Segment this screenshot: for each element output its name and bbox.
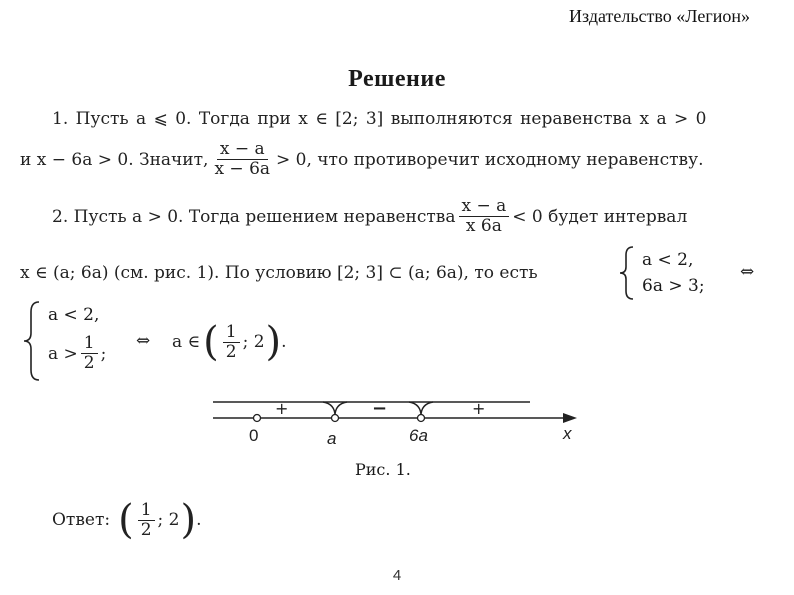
system2-row2-den: 2 xyxy=(83,353,95,373)
sign-plus-left: + xyxy=(275,399,289,418)
system2-result-post: ; 2 xyxy=(242,332,265,352)
system2-result xyxy=(172,319,287,365)
tick-label-a: a xyxy=(327,429,337,448)
point-a xyxy=(332,415,339,422)
answer-post: ; 2 xyxy=(157,510,180,530)
point-6a xyxy=(418,415,425,422)
system2-result-num: 1 xyxy=(223,323,240,343)
para2-line1 xyxy=(52,197,687,236)
system2-row2-pre: a > xyxy=(48,343,78,364)
answer-label: Ответ: xyxy=(52,510,111,530)
answer-close-paren: ) xyxy=(180,497,197,543)
system2-row2-post: ; xyxy=(100,343,107,364)
para1-fraction xyxy=(211,140,273,179)
system2-equiv: ⇔ xyxy=(136,331,151,351)
arc-a-left xyxy=(323,402,335,416)
para2-line2: x ∈ (a; 6a) (см. рис. 1). По условию [2; 3] ⊂ (a; 6a), то есть xyxy=(20,263,538,283)
answer-end: . xyxy=(196,510,202,530)
axis-label-x: x xyxy=(563,424,572,443)
arc-6a-left xyxy=(409,402,421,416)
result-close-paren: ) xyxy=(265,319,282,365)
para1-line2-pre: и x − 6a > 0. Значит, xyxy=(20,149,209,170)
system1-row1: a < 2, xyxy=(642,250,694,270)
sign-plus-right: + xyxy=(472,399,486,418)
page-number: 4 xyxy=(392,567,402,584)
number-line-figure xyxy=(205,392,590,450)
system2-row2 xyxy=(48,334,106,373)
para2-line1-pre: 2. Пусть a > 0. Тогда решением неравенства xyxy=(52,206,456,227)
publisher-header: Издательство «Легион» xyxy=(569,6,750,26)
page-title: Решение xyxy=(348,66,446,92)
para2-fraction-num: x − a xyxy=(459,197,510,217)
figure-caption: Рис. 1. xyxy=(355,460,411,479)
para1-line2 xyxy=(20,140,704,179)
answer-den: 2 xyxy=(140,519,152,540)
para1-line2-post: > 0, что противоречит исходному неравенству. xyxy=(276,149,704,170)
system1-brace-icon xyxy=(618,245,636,301)
para1-fraction-num: x − a xyxy=(217,140,268,160)
system2-row2-fraction xyxy=(81,334,98,373)
system2-brace-icon xyxy=(22,300,42,382)
para2-line1-post: < 0 будет интервал xyxy=(512,206,688,227)
sign-minus: − xyxy=(372,398,388,419)
para2-fraction xyxy=(459,197,510,236)
system2-result-pre: a ∈ xyxy=(172,332,201,352)
system2-row1: a < 2, xyxy=(48,305,100,325)
answer-open-paren: ( xyxy=(118,497,134,543)
system1-equiv: ⇔ xyxy=(740,262,755,282)
axis-arrow-icon xyxy=(563,413,577,423)
point-zero xyxy=(254,415,261,422)
system1-row2: 6a > 3; xyxy=(642,276,705,296)
tick-label-6a: 6a xyxy=(409,426,428,445)
system2-result-end: . xyxy=(281,332,287,352)
system2-result-fraction xyxy=(223,323,240,362)
para1-fraction-den: x − 6a xyxy=(214,159,271,179)
arc-6a-right xyxy=(421,402,433,416)
para2-fraction-den: x 6a xyxy=(465,216,502,236)
system2-result-den: 2 xyxy=(225,341,237,362)
arc-a-right xyxy=(335,402,347,416)
result-open-paren: ( xyxy=(203,319,219,365)
tick-label-zero: 0 xyxy=(249,426,259,445)
answer xyxy=(52,497,202,543)
answer-fraction xyxy=(138,501,155,540)
para1-line1: 1. Пусть a ⩽ 0. Тогда при x ∈ [2; 3] выполняются неравенства x a > 0 xyxy=(52,109,707,129)
answer-num: 1 xyxy=(138,501,155,521)
system2-row2-num: 1 xyxy=(81,334,98,354)
